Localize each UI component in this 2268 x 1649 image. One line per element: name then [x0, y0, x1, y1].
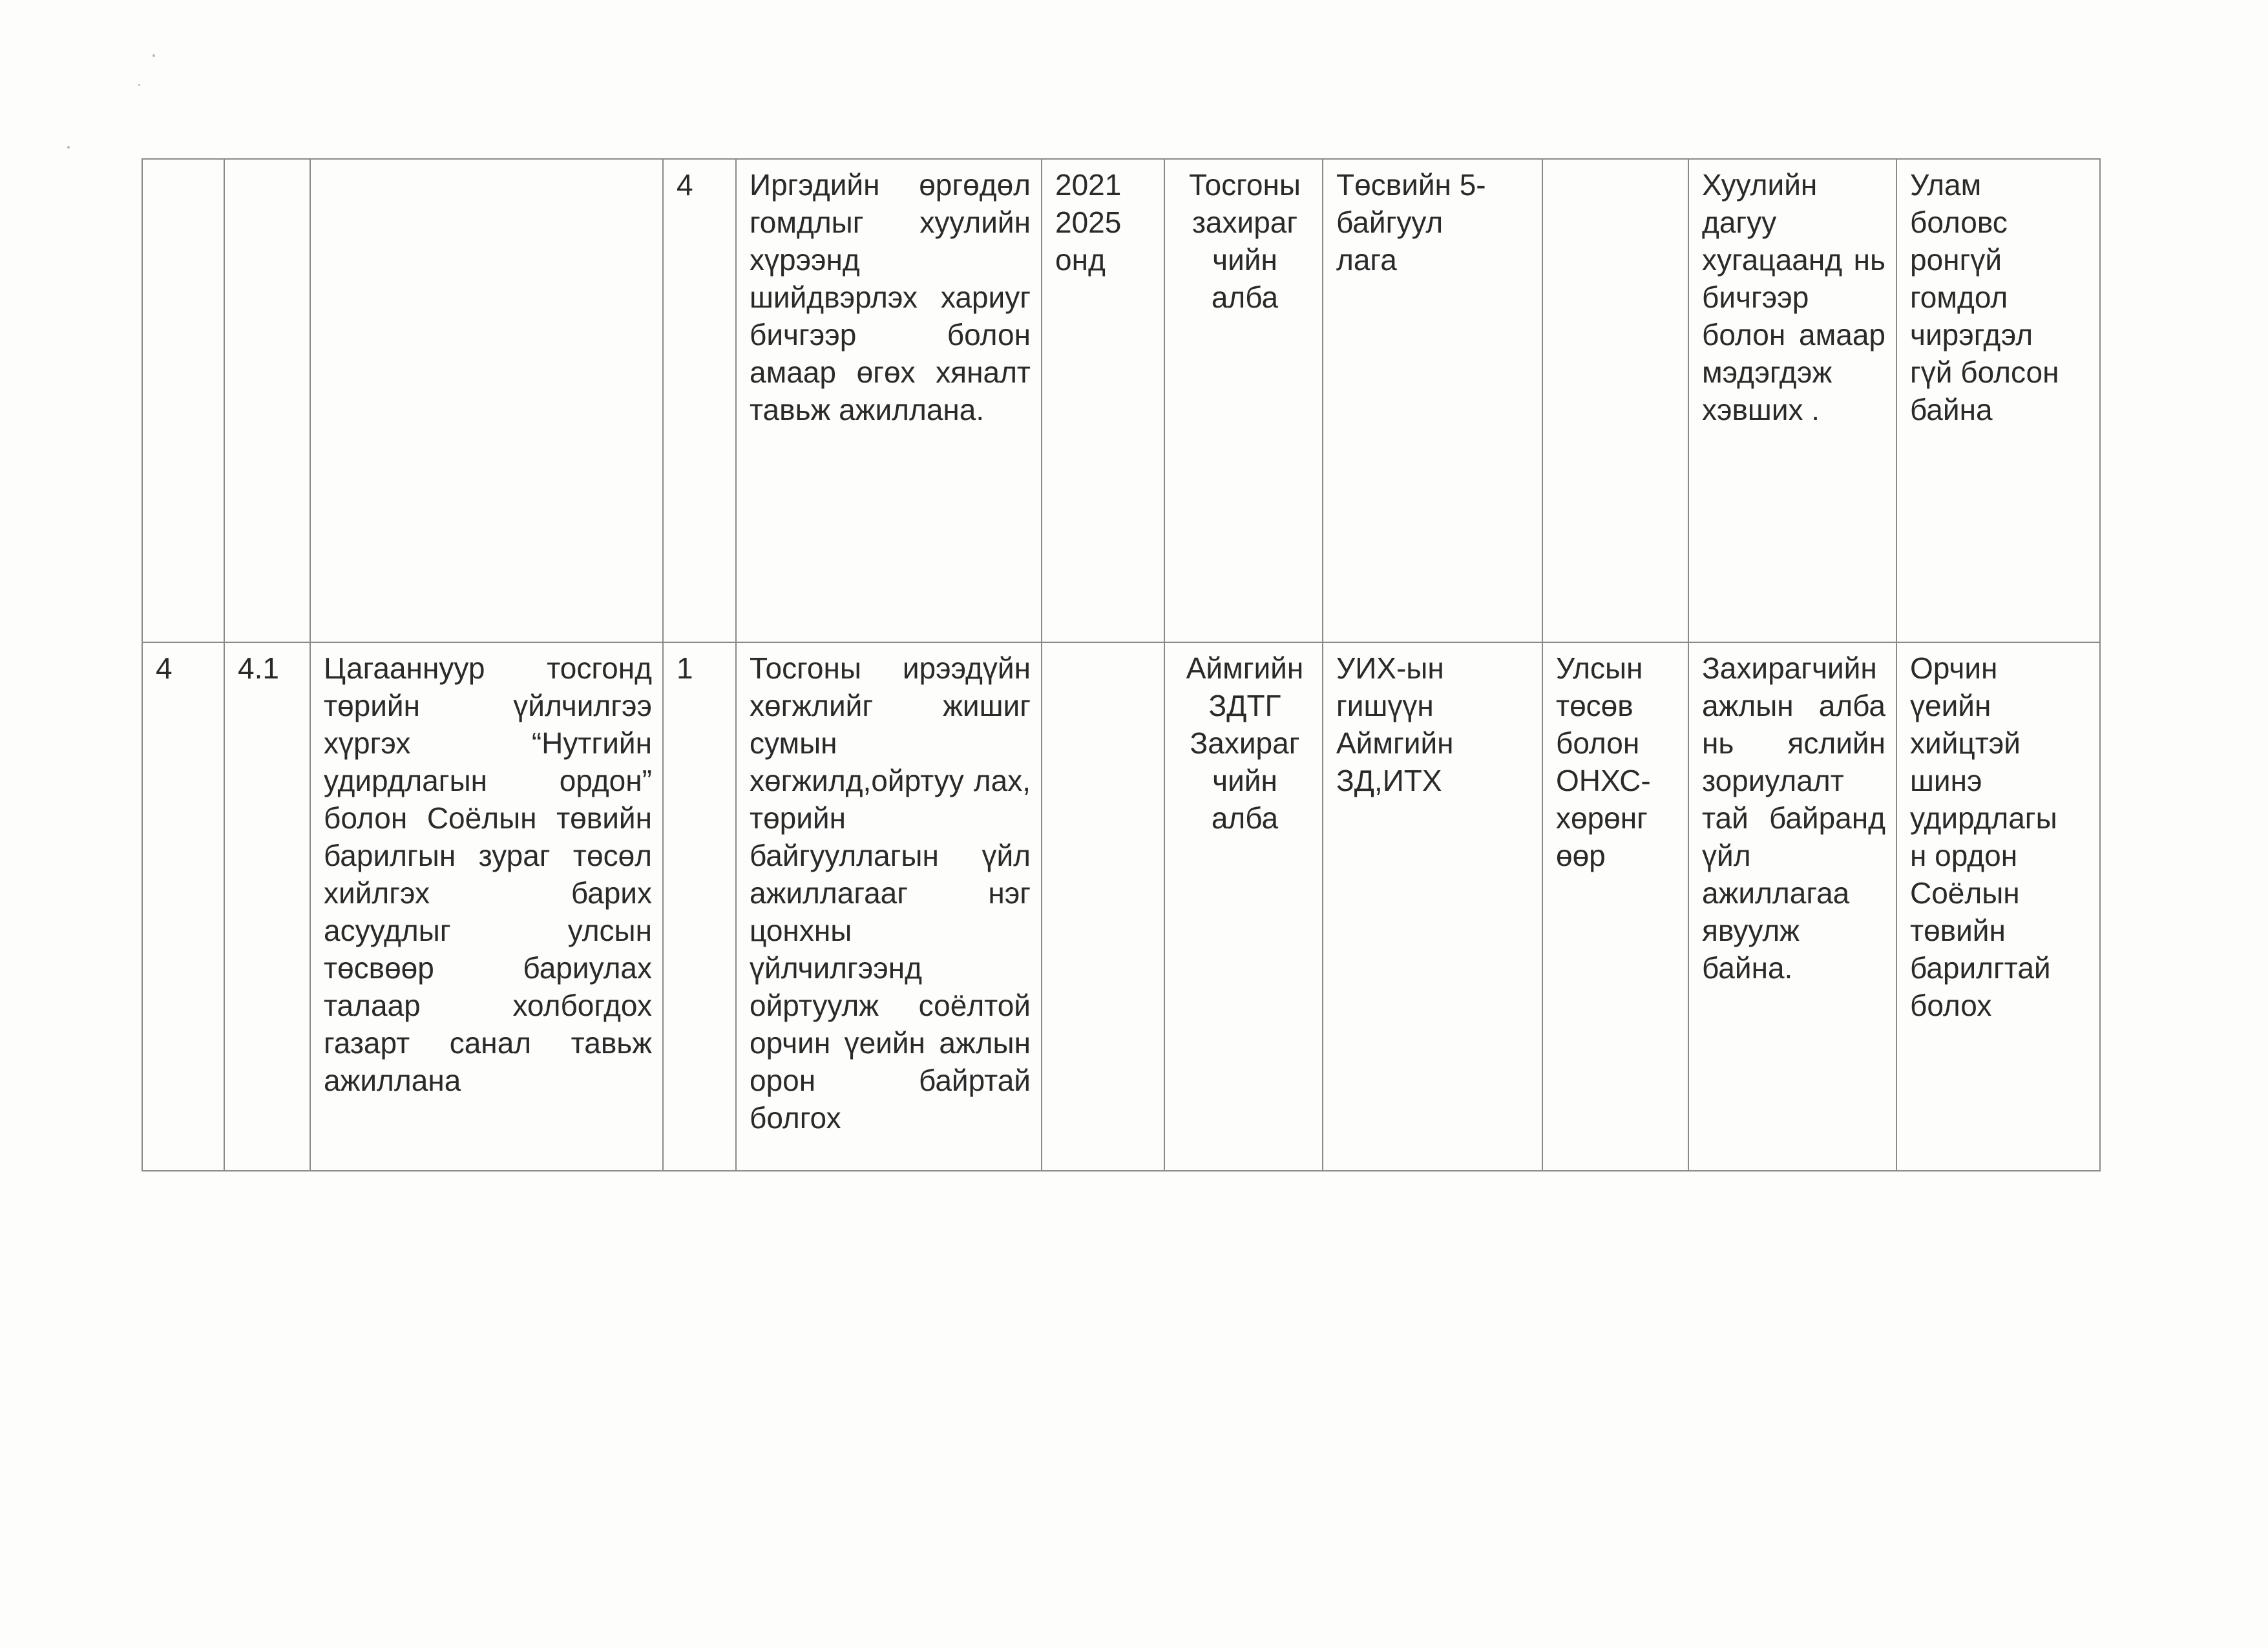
cell-funding: Улсын төсөв болон ОНХС- хөрөнг өөр — [1542, 642, 1688, 1171]
cell-period — [1042, 642, 1164, 1171]
cell-number: 4 — [142, 642, 224, 1171]
cell-number — [142, 159, 224, 642]
cell-activity-number: 4 — [663, 159, 736, 642]
action-plan-table — [142, 158, 2101, 1171]
cell-baseline: Хуулийн дагуу хугацаанд нь бичгээр болон амаар мэдэгдэж хэвших . — [1688, 159, 1896, 642]
cell-objective: Цагааннуур тосгонд төрийн үйлчилгээ хүргэх “Нутгийн удирдлагын ордон” болон Соёлын төвийн барилгын зураг төсөл хийлгэх барих асуудлыг улсын төсвөөр бариулах талаар холбогдох газарт санал тавьж ажиллана — [310, 642, 663, 1171]
cell-outcome: Орчин үеийн хийцтэй шинэ удирдлагы н ордон Соёлын төвийн барилгтай болох — [1896, 642, 2100, 1171]
cell-partner: Төсвийн 5- байгуул лага — [1323, 159, 1542, 642]
scan-speck — [152, 54, 155, 57]
cell-period: 2021 2025 онд — [1042, 159, 1164, 642]
cell-activity: Иргэдийн өргөдөл гомдлыг хуулийн хүрээнд шийдвэрлэх хариуг бичгээр болон амаар өгөх хяналт тавьж ажиллана. — [736, 159, 1042, 642]
table-row — [142, 159, 2100, 642]
cell-responsible: Аймгийн ЗДТГ Захираг чийн алба — [1164, 642, 1323, 1171]
scan-speck — [67, 146, 70, 149]
cell-objective — [310, 159, 663, 642]
cell-partner: УИХ-ын гишүүн Аймгийн ЗД,ИТХ — [1323, 642, 1542, 1171]
cell-subnumber: 4.1 — [224, 642, 310, 1171]
cell-activity: Тосгоны ирээдүйн хөгжлийг жишиг сумын хөгжилд,ойртуу лах, төрийн байгууллагын үйл ажиллагааг нэг цонхны үйлчилгээнд ойртуулж соёлтой орчин үеийн ажлын орон байртай болгох — [736, 642, 1042, 1171]
cell-subnumber — [224, 159, 310, 642]
scan-speck — [138, 84, 140, 86]
cell-responsible: Тосгоны захираг чийн алба — [1164, 159, 1323, 642]
cell-outcome: Улам боловс ронгүй гомдол чирэгдэл гүй болсон байна — [1896, 159, 2100, 642]
table-row — [142, 642, 2100, 1171]
cell-funding — [1542, 159, 1688, 642]
cell-baseline: Захирагчийн ажлын алба нь яслийн зориулалт тай байранд үйл ажиллагаа явуулж байна. — [1688, 642, 1896, 1171]
cell-activity-number: 1 — [663, 642, 736, 1171]
